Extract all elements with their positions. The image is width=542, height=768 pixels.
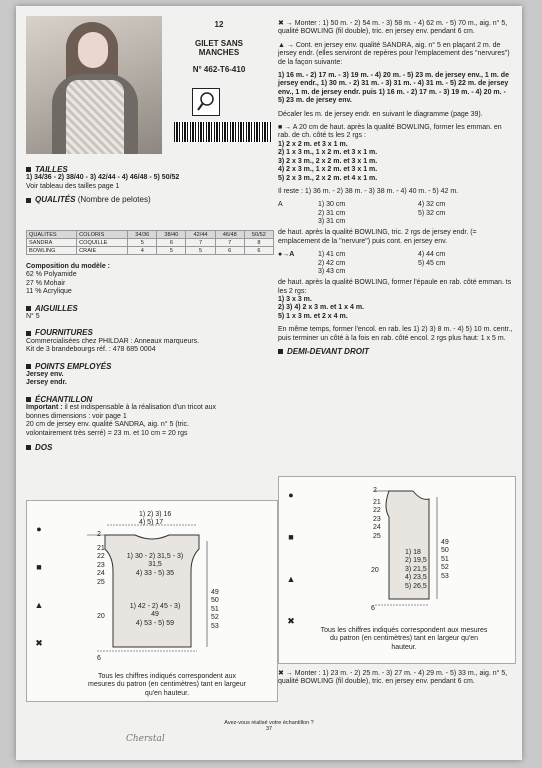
instructions-column bbox=[278, 20, 514, 356]
tailles-heading: TAILLES bbox=[26, 166, 276, 174]
demi-devant-diagram bbox=[278, 476, 516, 664]
tailles-line1: 1) 34/36 - 2) 38/40 - 3) 42/44 - 4) 46/48 - 5) 50/52 bbox=[26, 174, 180, 182]
instruction-reste: Il reste : 1) 36 m. - 2) 38 m. - 3) 38 m. - 4) 40 m. - 5) 42 m. bbox=[278, 187, 459, 195]
echantillon-heading: ÉCHANTILLON bbox=[26, 396, 276, 404]
dos-mid-label: 1) 30 - 2) 31,5 - 3) 31,5 4) 33 - 5) 35 bbox=[126, 553, 184, 577]
b-block bbox=[278, 251, 514, 279]
circle-symbol-icon: ● bbox=[36, 524, 42, 534]
dos-left-two: 2 bbox=[97, 531, 101, 538]
demi-mid-nums: 1) 18 2) 19,5 3) 21,5 4) 23,5 5) 26,5 bbox=[405, 549, 427, 590]
circle-symbol-icon: ● bbox=[288, 490, 294, 500]
cross-symbol-icon: ✖ bbox=[35, 638, 43, 648]
instruction-monter: ✖ → Monter : 1) 50 m. - 2) 54 m. - 3) 58 m. - 4) 62 m. - 5) 70 m., aig. n° 5, qualité BOWLING (fil double), tric. en jersey env. pendant 6 cm. bbox=[278, 20, 508, 36]
demi-left-20: 20 bbox=[371, 567, 379, 574]
fournitures-heading: FOURNITURES bbox=[26, 329, 276, 337]
triangle-symbol-icon: ▲ bbox=[286, 574, 296, 584]
composition-line: 62 % Polyamide bbox=[26, 271, 77, 279]
a-col1: 1) 30 cm 2) 31 cm 3) 31 cm bbox=[318, 201, 346, 226]
footer bbox=[16, 720, 522, 732]
points-line: Jersey env. bbox=[26, 371, 64, 379]
a-block bbox=[278, 201, 514, 229]
dos-left-6: 6 bbox=[97, 655, 101, 662]
barcode-icon bbox=[174, 122, 272, 142]
magazine-page bbox=[16, 6, 522, 760]
triangle-symbol-icon: ▲ bbox=[34, 600, 44, 610]
tailles-line2: Voir tableau des tailles page 1 bbox=[26, 182, 120, 190]
composition-line: 27 % Mohair bbox=[26, 279, 66, 287]
b-col2: 4) 44 cm 5) 45 cm bbox=[418, 251, 446, 267]
echantillon-line3: 20 cm de jersey env. qualité SANDRA, aig. n° 5 (tric. bbox=[26, 421, 189, 429]
meme-temps: En même temps, former l'encol. en rab. les 1) 2) 3) 8 m. - 4) 5) 10 m. centr., puis terminer un côté à la fois en rab. côté encol. 2 rgs plus haut: 1 x 5 m. bbox=[278, 326, 513, 342]
epaule-list: 1) 3 x 3 m. 2) 3) 4) 2 x 3 m. et 1 x 4 m. 5) 1 x 3 m. et 2 x 4 m. bbox=[278, 295, 364, 320]
points-line: Jersey endr. bbox=[26, 379, 67, 387]
pattern-header bbox=[166, 20, 272, 74]
fournitures-line2: Kit de 3 brandebourgs réf. : 478 685 0004 bbox=[26, 346, 156, 354]
cross-symbol-icon: ✖ bbox=[287, 616, 295, 626]
table-row: SANDRA COQUILLE 5 6 7 7 8 bbox=[27, 239, 274, 247]
aiguilles-text: N° 5 bbox=[26, 313, 40, 321]
pattern-ref: N° 462-T6-410 bbox=[192, 65, 246, 74]
echantillon-line2: bonnes dimensions : voir page 1 bbox=[26, 412, 127, 420]
instruction-emman: ■ → A 20 cm de haut. après la qualité BOWLING, former les emman. en rab. de ch. côté ts les 2 rgs : bbox=[278, 124, 502, 140]
dos-outline bbox=[27, 501, 277, 701]
instruction-decaler: Décaler les m. de jersey endr. en suivant le diagramme (page 39). bbox=[278, 110, 483, 118]
a-col2: 4) 32 cm 5) 32 cm bbox=[418, 201, 446, 217]
fournitures-line1: Commercialisées chez PHILDAR : Anneaux marqueurs. bbox=[26, 337, 200, 345]
dos-right-nums: 49 50 51 52 53 bbox=[211, 589, 219, 630]
signature: Cherstal bbox=[126, 734, 165, 744]
points-heading: POINTS EMPLOYÉS bbox=[26, 363, 276, 371]
qualites-heading: QUALITÉS (Nombre de pelotes) bbox=[26, 196, 276, 204]
footer-question: Avez-vous réalisé votre échantillon ? bbox=[224, 720, 314, 726]
instruction-cont: ▲ → Cont. en jersey env. qualité SANDRA, aig. n° 5 en plaçant 2 m. de jersey endr. (elles serviront de repères pour l'emplacement des "nervures") de la façon suivante: bbox=[278, 41, 510, 66]
difficulty-icon bbox=[192, 88, 220, 116]
square-symbol-icon: ■ bbox=[288, 532, 294, 542]
dos-heading: DOS bbox=[26, 444, 276, 452]
table-header-row: QUALITES COLORIS 34/36 38/40 42/44 46/48 50/52 bbox=[27, 231, 274, 239]
b-col1: 1) 41 cm 2) 42 cm 3) 43 cm bbox=[318, 251, 346, 275]
qualites-table bbox=[26, 230, 274, 255]
page-number: 37 bbox=[265, 726, 273, 732]
dos-left-nums: 21 22 23 24 25 bbox=[97, 545, 105, 586]
a-label: A bbox=[278, 201, 283, 209]
demi-left-nums: 21 22 23 24 25 bbox=[373, 499, 381, 540]
demi-devant-heading: DEMI-DEVANT DROIT bbox=[278, 348, 514, 356]
demi-left-6: 6 bbox=[371, 605, 375, 612]
b-after: de haut. après la qualité BOWLING, former l'épaule en rab. côté emman. ts les 2 rgs: bbox=[278, 279, 512, 295]
emman-list: 1) 2 x 2 m. et 3 x 1 m. 2) 1 x 3 m., 1 x 2 m. et 3 x 1 m. 3) 2 x 3 m., 2 x 2 m. et 3 x 1 m. 4) 2 x 3 m., 1 x 2 m. et 3 x 1 m. 5) 2 x 3 m., 2 x 2 m. et 4 x 1 m. bbox=[278, 140, 378, 182]
echantillon-line1: Important : il est indispensable à la réalisation d'un tricot aux bbox=[26, 404, 217, 412]
dos-caption: Tous les chiffres indiqués correspondent aux mesures du patron (en centimètres) tant en largeur qu'en hauteur. bbox=[88, 673, 246, 697]
demi-right-nums: 49 50 51 52 53 bbox=[441, 539, 449, 580]
square-symbol-icon: ■ bbox=[36, 562, 42, 572]
demi-top-2: 2 bbox=[373, 487, 377, 494]
instruction-counts: 1) 16 m. - 2) 17 m. - 3) 19 m. - 4) 20 m. - 5) 23 m. de jersey env., 1 m. de jersey endr., 1) 30 m. - 2) 31 m. - 3) 31 m. - 4) 31 m. - 5) 22 m. de jersey env., 1 m. de jersey endr. puis 1) 16 m. - 2) 17 m. - 3) 19 m. - 4) 20 m. - 5) 23 m. de jersey env. bbox=[278, 72, 509, 105]
aiguilles-heading: AIGUILLES bbox=[26, 305, 276, 313]
composition-line: 11 % Acrylique bbox=[26, 288, 72, 296]
pattern-title: GILET SANS MANCHES bbox=[194, 39, 243, 57]
pattern-number: 12 bbox=[214, 20, 224, 29]
demi-caption: Tous les chiffres indiqués correspondent aux mesures du patron (en centimètres) tant en largeur qu'en hauteur. bbox=[320, 627, 488, 651]
b-label: ●→A bbox=[278, 251, 295, 259]
dos-top-label: 1) 2) 3) 16 4) 5) 17 bbox=[139, 511, 172, 527]
a-after: de haut. après la qualité BOWLING, tric. 2 rgs de jersey endr. (= emplacement de la "nervure") puis cont. en jersey env. bbox=[278, 229, 477, 245]
model-photo bbox=[26, 16, 162, 154]
echantillon-line4: volontairement très serré) = 23 m. et 10 cm = 20 rgs bbox=[26, 429, 188, 437]
instruction-monter-devant: ✖ → Monter : 1) 23 m. - 2) 25 m. - 3) 27 m. - 4) 29 m. - 5) 33 m., aig. n° 5, qualité BOWLING (fil double), tric. en jersey env. pendant 6 cm. bbox=[278, 670, 508, 686]
dos-bottom-label: 1) 42 - 2) 45 - 3) 49 4) 53 - 5) 59 bbox=[129, 603, 181, 627]
table-row: BOWLING CRAIE 4 5 5 6 6 bbox=[27, 247, 274, 255]
dos-diagram bbox=[26, 500, 278, 702]
dos-left-20: 20 bbox=[97, 613, 105, 620]
composition-heading: Composition du modèle : bbox=[26, 263, 110, 270]
